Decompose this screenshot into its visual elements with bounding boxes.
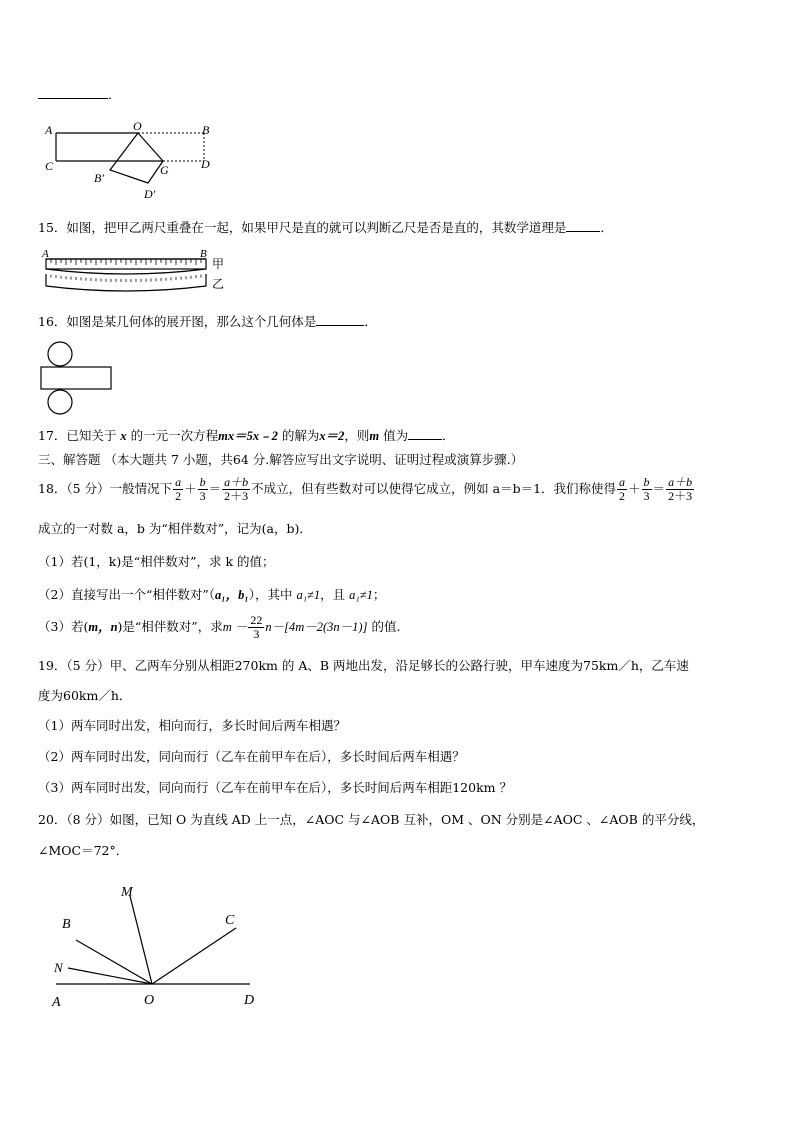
label-C: C	[45, 159, 54, 173]
label-G: G	[160, 163, 169, 177]
label-D-prime: D′	[144, 187, 156, 200]
question-18-line2: 成立的一对数 a，b 为“相伴数对”，记为(a，b)．	[38, 521, 312, 536]
section-3-heading: 三、解答题 （本大题共 7 小题，共64 分.解答应写出文字说明、证明过程或演算步骤.）	[38, 452, 524, 467]
label-C: C	[225, 913, 235, 928]
question-18-part1: （1）若(1，k)是“相伴数对”，求 k 的值；	[38, 554, 275, 569]
label-B: B	[202, 123, 210, 137]
ruler-label-yi: 乙	[212, 277, 225, 291]
angle-figure	[40, 878, 280, 1018]
question-20-line1: 20．（8 分）如图，已知 O 为直线 AD 上一点，∠AOC 与∠AOB 互补，OM 、ON 分别是∠AOC 、∠AOB 的平分线，	[38, 812, 705, 827]
question-15: 15．如图，把甲乙两尺重叠在一起，如果甲尺是直的就可以判断乙尺是否是直的，其数学道理是 ．	[38, 220, 613, 235]
question-18-part3: （3）若(m，n)是“相伴数对”，求m － $\frac{22}{3}$ n－[4m－2(3n－1)] 的值.	[38, 613, 401, 641]
label-A: A	[52, 995, 61, 1010]
label-O: O	[133, 119, 142, 133]
fold-rectangle-figure	[38, 118, 228, 200]
question-18-part2: （2）直接写出一个“相伴数对”（a₁，b₁），其中 a₁≠1，且 a₁≠1；	[38, 587, 386, 602]
label-M: M	[121, 885, 133, 900]
prev-answer-blank: ．	[38, 86, 121, 103]
label-O: O	[144, 993, 155, 1008]
question-19-line2: 度为60km／h．	[38, 688, 132, 703]
question-19-part2: （2）两车同时出发，同向而行（乙车在前甲车在后），多长时间后两车相遇？	[38, 749, 465, 764]
rulers-figure	[38, 246, 238, 296]
label-B-prime: B′	[94, 171, 104, 185]
label-B: B	[62, 917, 71, 932]
question-19-line1: 19．（5 分）甲、乙两车分别从相距270km 的 A、B 两地出发，沿足够长的公路行驶，甲车速度为75km／h，乙车速	[38, 658, 689, 673]
label-D: D	[244, 993, 255, 1008]
question-18-line1: 18．（5 分）一般情况下 $\frac{a}{2}$ ＋ $\frac{b}{3}$ ＝ $\frac{a+b}{2+3}$ 不成立，但有些数对可以使得它成立，例如 a＝b＝1．我们称使得 $\frac{a}{2}$ ＋ $\frac{b}{3}$ ＝ $\frac{a+b}{2+3}$	[38, 475, 693, 503]
question-16: 16．如图是某几何体的展开图，那么这个几何体是 ．	[38, 314, 377, 329]
question-20-line2: ∠MOC＝72°．	[38, 843, 129, 858]
ruler-label-jia: 甲	[212, 257, 225, 271]
label-A: A	[45, 123, 53, 137]
question-17: 17．已知关于 x 的一元一次方程mx＝5x﹣2 的解为x＝2，则m 值为 ．	[38, 428, 455, 443]
ruler-label-B: B	[200, 248, 207, 260]
cylinder-net-figure	[38, 340, 128, 418]
ruler-label-A: A	[42, 248, 49, 260]
label-D: D	[201, 157, 210, 171]
question-19-part3: （3）两车同时出发，同向而行（乙车在前甲车在后），多长时间后两车相距120km ？	[38, 780, 512, 795]
question-19-part1: （1）两车同时出发，相向而行，多长时间后两车相遇？	[38, 718, 346, 733]
label-N: N	[54, 960, 63, 975]
